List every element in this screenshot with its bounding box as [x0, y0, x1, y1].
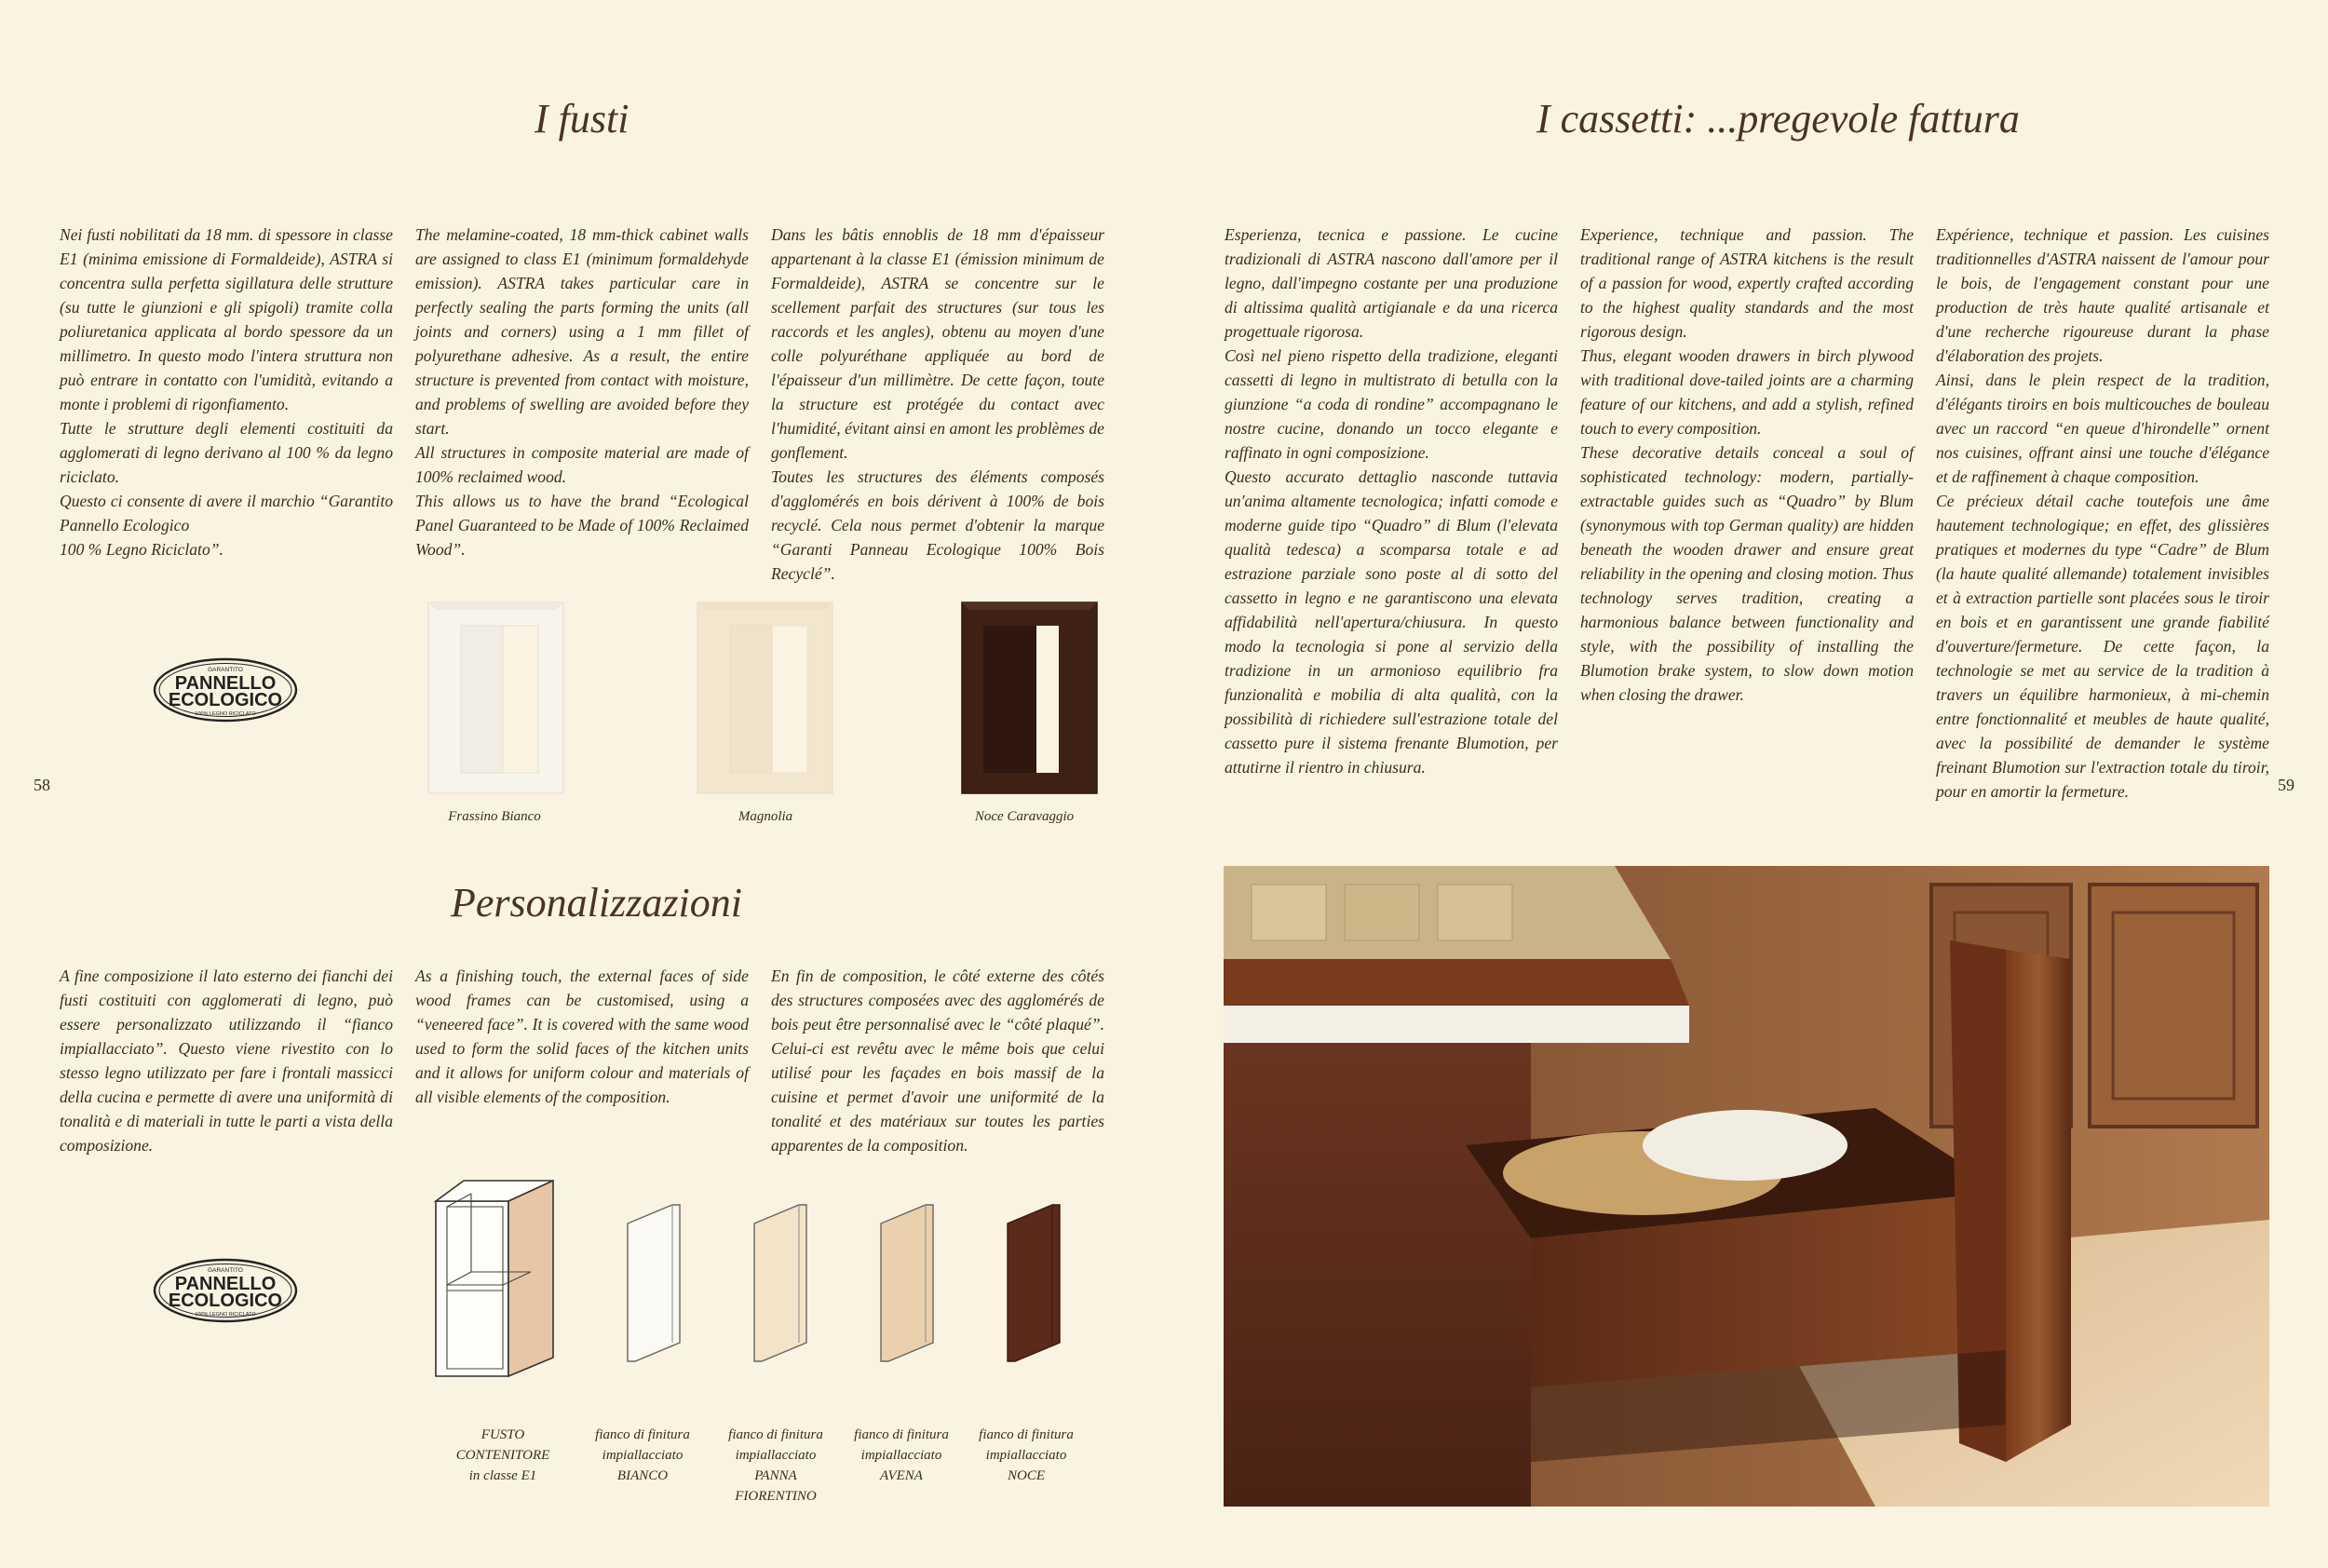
personalizzazioni-text-fr — [771, 964, 1104, 1157]
panel-bianco — [624, 1201, 685, 1364]
cassetti-it-p1: Esperienza, tecnica e passione. Le cucine tradizionali di ASTRA nascono dall'amore per il legno, dall'impegno costante per una produzione di altissima qualità artigianale e da una ricerca progettuale rigorosa. — [1225, 225, 1558, 341]
cassetti-text-en — [1580, 223, 1914, 707]
cassetti-fr-p2: Ainsi, dans le plein respect de la tradition, d'élégants tiroirs en bois multicouches de bouleau avec un raccord “en queue d'hirondelle” ornent nos cuisines, offrant ainsi une touche d'élégance et de raffinement à chaque composition. — [1936, 371, 2269, 486]
personalizzazioni-title: Personalizzazioni — [451, 880, 742, 926]
cabinet-frassino-bianco — [424, 598, 571, 801]
caption-1-line1: FUSTO — [480, 1427, 525, 1442]
logo-top-text: GARANTITO — [208, 667, 243, 673]
caption-3-line1: fianco di finitura — [728, 1427, 823, 1442]
fusti-en-p1: The melamine-coated, 18 mm-thick cabinet walls are assigned to class E1 (minimum formaldehyde emission). ASTRA takes particular care in perfectly sealing the parts forming the units (all joints and corners) using a 1 mm fillet of polyurethane adhesive. As a result, the entire structure is prevented from contact with moisture, and problems of swelling are avoided before they start. — [415, 225, 749, 438]
fusti-fr-p1: Dans les bâtis ennoblis de 18 mm d'épaisseur appartenant à la classe E1 (émission minimum de Formaldeide), ASTRA se concentre sur le scellement parfait des structures (sur tous les raccords et les angles), obtenu au moyen d'une colle polyuréthane appliquée au bord de l'épaisseur d'un millimètre. De cette façon, toute la structure est protégée du contact avec l'humidité, évitant ainsi en amont les problèmes de gonflement. — [771, 225, 1104, 462]
panel-panna-fiorentino — [751, 1201, 812, 1364]
logo-bottom-text: 100% LEGNO RICICLATO — [195, 711, 256, 717]
cassetti-title: I cassetti: ...pregevole fattura — [1536, 96, 2020, 142]
caption-1-line2: CONTENITORE — [455, 1448, 550, 1463]
caption-noce — [952, 1425, 1101, 1486]
caption-bianco — [568, 1425, 717, 1486]
caption-5-line3: NOCE — [1007, 1468, 1045, 1483]
fusti-it-p1: Nei fusti nobilitati da 18 mm. di spessore in classe E1 (minima emissione di Formaldeide), ASTRA si concentra sulla perfetta sigillatura delle strutture (su tutte le giunzioni e gli spigoli) tramite colla poliuretanica applicata al bordo spessore da un millimetro. In questo modo l'intera struttura non può entrare in contatto con l'umidità, evitando a monte i problemi di rigonfiamento. — [60, 225, 393, 413]
personalizzazioni-it-p: A fine composizione il lato esterno dei fianchi dei fusti costituiti con agglomerati di legno, può essere personalizzato utilizzando il “fianco impiallacciato”. Questo viene rivestito con lo stesso legno utilizzato per fare i frontali massicci della cucina e permette di avere una uniformità di tonalità e di materiali in tutte le parti a vista della composizione. — [60, 966, 393, 1155]
cabinet-magnolia — [693, 598, 840, 801]
fusti-en-p3: This allows us to have the brand “Ecological Panel Guaranteed to be Made of 100% Reclaimed Wood”. — [415, 492, 749, 559]
cassetti-fr-p1: Expérience, technique et passion. Les cuisines traditionnelles d'ASTRA naissent de l'amour pour le bois, de l'engagement constant pour une production de très haute qualité artisanale et d'une recherche rigoureuse durant la phase d'élaboration des projets. — [1936, 225, 2269, 365]
panel-noce — [1004, 1201, 1065, 1364]
personalizzazioni-fr-p: En fin de composition, le côté externe des côtés des structures composées avec des agglomérés de bois peut être personnalisé avec le “côté plaqué”. Celui-ci est revêtu avec le même bois que celui utilisé pour les façades en bois massif de la cuisine et permet d'avoir une uniformité de la tonalité et des matériaux sur toutes les parties apparentes de la composition. — [771, 966, 1104, 1155]
caption-1-line3: in classe E1 — [468, 1468, 537, 1483]
caption-2-line3: BIANCO — [616, 1468, 669, 1483]
cassetti-text-it — [1225, 223, 1558, 779]
right-page — [1164, 0, 2328, 1568]
caption-5-line1: fianco di finitura — [979, 1427, 1074, 1442]
cassetti-en-p2: Thus, elegant wooden drawers in birch plywood with traditional dove-tailed joints are a charming feature of our kitchens, and add a stylish, refined touch to every composition. — [1580, 346, 1914, 438]
caption-2-line1: fianco di finitura — [595, 1427, 690, 1442]
cassetti-en-p3: These decorative details conceal a soul of sophisticated technology: modern, partially-extractable guides such as “Quadro” by Blum (synonymous with top German quality) are hidden beneath the wooden drawer and ensure great reliability in the opening and closing motion. Thus technology serves tradition, creating a harmonious balance between functionality and style, with the possibility of installing the Blumotion brake system, to slow down motion when closing the drawer. — [1580, 443, 1914, 704]
finish-noce-caravaggio: Noce Caravaggio — [974, 809, 1075, 824]
caption-5-line2: impiallacciato — [985, 1448, 1067, 1463]
fusti-text-it — [60, 223, 393, 561]
logo2-line1: PANNELLO — [174, 1274, 277, 1294]
personalizzazioni-en-p: As a finishing touch, the external faces of side wood frames can be customised, using a “veneered face”. It is covered with the same wood used to form the solid faces of the kitchen units and it allows for uniform colour and materials of all visible elements of the composition. — [415, 966, 749, 1106]
cassetti-it-p3: Questo accurato dettaglio nasconde tuttavia un'anima altamente tecnologica; infatti comode e moderne guide tipo “Quadro” di Blum (l'elevata qualità tedesca) a scomparsa totale e ad estrazione parziale sono poste al di sotto del cassetto in legno e ne garantiscono una elevata affidabilità nell'apertura/chiusura. In questo modo la tecnologia si pone al servizio della tradizione in un armonioso equilibrio fra funzionalità e mobilia di alta qualità, con la possibilità di richiedere sull'estrazione totale del cassetto pure il sistema frenante Blumotion, per attutirne il rientro in chiusura. — [1225, 467, 1558, 777]
pannello-ecologico-logo-2 — [151, 1257, 300, 1324]
caption-3-line4: FIORENTINO — [735, 1489, 817, 1504]
fusti-en-p2: All structures in composite material are made of 100% reclaimed wood. — [415, 443, 749, 486]
fusti-title: I fusti — [535, 96, 629, 142]
finish-frassino-bianco: Frassino Bianco — [448, 809, 541, 824]
logo2-bottom-text: 100% LEGNO RICICLATO — [195, 1312, 256, 1318]
fusti-it-p2: Tutte le strutture degli elementi costituiti da agglomerati di legno derivano al 100 % da legno riciclato. — [60, 419, 393, 486]
caption-3-line2: impiallacciato — [735, 1448, 817, 1463]
caption-2-line2: impiallacciato — [602, 1448, 684, 1463]
logo2-top-text: GARANTITO — [208, 1267, 243, 1274]
personalizzazioni-text-en — [415, 964, 749, 1109]
fusti-fr-p2: Toutes les structures des éléments composés d'agglomérés en bois dérivent à 100% de bois recyclé. Cela nous permet d'obtenir la marque “Garanti Panneau Ecologique 100% Bois Recyclé”. — [771, 467, 1104, 583]
panel-avena — [877, 1201, 939, 1364]
fusti-it-p3: Questo ci consente di avere il marchio “Garantito Pannello Ecologico — [60, 492, 393, 534]
caption-4-line3: AVENA — [880, 1468, 923, 1483]
logo2-line2: ECOLOGICO — [168, 1291, 283, 1311]
cassetti-en-p1: Experience, technique and passion. The traditional range of ASTRA kitchens is the result of a passion for wood, expertly crafted according to the highest quality standards and the most rigorous design. — [1580, 225, 1914, 341]
page-number-left: 58 — [34, 776, 50, 794]
fusti-it-p4: 100 % Legno Riciclato”. — [60, 540, 223, 559]
cassetti-text-fr — [1936, 223, 2269, 804]
caption-4-line1: fianco di finitura — [854, 1427, 949, 1442]
cassetti-it-p2: Così nel pieno rispetto della tradizione, eleganti cassetti di legno in multistrato di betulla con la giunzione “a coda di rondine” accompagnano le nostre cucine, donando un tocco elegante e raffinato in ogni composizione. — [1225, 346, 1558, 462]
pannello-ecologico-logo — [151, 656, 300, 723]
finish-magnolia: Magnolia — [738, 809, 793, 824]
fusto-contenitore-drawing — [428, 1175, 559, 1385]
caption-3-line3: PANNA — [754, 1468, 797, 1483]
cassetti-fr-p3: Ce précieux détail cache toutefois une âme hautement technologique; en effet, des glissières pratiques et modernes du type “Cadre” de Blum (la haute qualité allemande) totalement invisibles et à extraction partielle sont placées sous le tiroir en bois et en garantissent une grande fiabilité d'ouverture/fermeture. De cette façon, la technologie se met au service de la tradition à travers un équilibre harmonieux, à mi-chemin entre fonctionnalité et meubles de haute qualité, avec la possibilité de demander le système freinant Blumotion sur l'extraction totale du tiroir, pour en amortir la fermeture. — [1936, 492, 2269, 801]
drawer-photo — [1224, 866, 2269, 1507]
page-number-right: 59 — [2278, 776, 2294, 794]
logo-line1: PANNELLO — [174, 673, 277, 694]
fusti-text-fr — [771, 223, 1104, 586]
logo-line2: ECOLOGICO — [168, 690, 283, 710]
cabinet-noce-caravaggio — [957, 598, 1104, 801]
caption-4-line2: impiallacciato — [860, 1448, 942, 1463]
fusti-text-en — [415, 223, 749, 561]
personalizzazioni-text-it — [60, 964, 393, 1157]
